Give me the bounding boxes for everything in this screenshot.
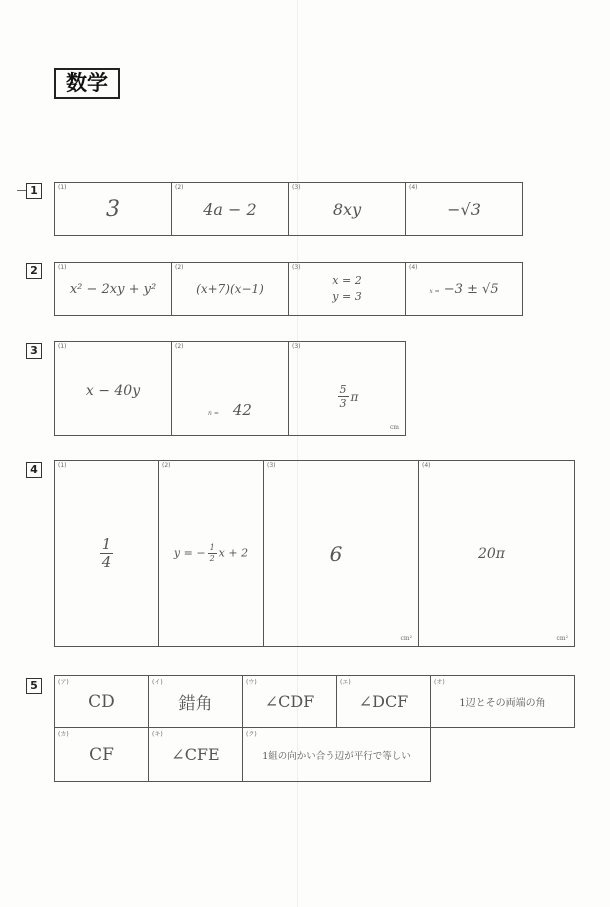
answer-label: (ク) <box>246 731 257 738</box>
answer-box-3-3 <box>288 341 406 436</box>
fraction <box>208 544 217 563</box>
answer-text: ∠CDF <box>264 692 315 711</box>
answer-system <box>332 273 361 305</box>
answer-text: 20π <box>477 545 505 562</box>
answer-prefix: n = <box>208 410 219 417</box>
margin-tick-mark <box>17 190 26 191</box>
fraction-denominator: 3 <box>339 397 347 410</box>
answer-box-4-2 <box>158 460 264 647</box>
answer-text: 錯角 <box>178 694 213 714</box>
answer-box-4-3 <box>263 460 419 647</box>
answer-label: (カ) <box>58 731 69 738</box>
question-number-3: 3 <box>26 343 42 359</box>
unit-label: cm² <box>556 635 568 642</box>
answer-suffix: x + 2 <box>218 546 249 560</box>
answer-box-5-a <box>54 675 149 728</box>
answer-x: x = 2 <box>332 274 362 287</box>
answer-text: CF <box>89 744 114 765</box>
answer-box-2-1 <box>54 262 172 316</box>
fraction <box>338 384 349 409</box>
answer-text: (x+7)(x−1) <box>196 282 264 296</box>
answer-label: (1) <box>58 264 67 271</box>
answer-label: (キ) <box>152 731 163 738</box>
answer-label: (3) <box>267 462 276 469</box>
answer-label: (1) <box>58 343 67 350</box>
answer-text: ∠DCF <box>358 692 409 711</box>
answer-box-1-1 <box>54 182 172 236</box>
answer-box-3-2 <box>171 341 289 436</box>
answer-box-2-3 <box>288 262 406 316</box>
answer-text: x² − 2xy + y² <box>69 281 157 297</box>
answer-box-5-ku <box>242 727 431 782</box>
answer-label: (ア) <box>58 679 69 686</box>
answer-box-2-2 <box>171 262 289 316</box>
answer-box-5-ka <box>54 727 149 782</box>
unit-label: cm <box>389 424 399 431</box>
answer-label: (ウ) <box>246 679 257 686</box>
question-number-4: 4 <box>26 462 42 478</box>
answer-label: (オ) <box>434 679 445 686</box>
answer-text: x − 40y <box>85 382 141 399</box>
answer-label: (1) <box>58 184 67 191</box>
answer-text: 42 <box>232 401 252 419</box>
answer-label: (3) <box>292 343 301 350</box>
answer-box-5-u <box>242 675 337 728</box>
answer-box-2-4 <box>405 262 523 316</box>
answer-box-4-1 <box>54 460 159 647</box>
answer-label: (4) <box>409 264 418 271</box>
question-number-1: 1 <box>26 183 42 199</box>
answer-text: −3 ± √5 <box>443 281 499 297</box>
answer-box-4-4 <box>418 460 575 647</box>
answer-text: CD <box>88 691 115 712</box>
answer-text: ∠CFE <box>171 745 220 764</box>
unit-label: cm² <box>400 635 412 642</box>
answer-label: (エ) <box>340 679 351 686</box>
answer-label: (2) <box>175 184 184 191</box>
answer-label: (3) <box>292 184 301 191</box>
answer-box-1-4 <box>405 182 523 236</box>
answer-box-5-i <box>148 675 243 728</box>
answer-text: 6 <box>329 541 343 566</box>
fraction-denominator: 4 <box>101 553 112 571</box>
answer-label: (イ) <box>152 679 163 686</box>
answer-box-5-o <box>430 675 575 728</box>
answer-label: (1) <box>58 462 67 469</box>
answer-label: (4) <box>409 184 418 191</box>
answer-box-5-e <box>336 675 431 728</box>
answer-box-1-3 <box>288 182 406 236</box>
answer-text: 1辺とその両端の角 <box>459 698 546 709</box>
answer-label: (2) <box>175 343 184 350</box>
question-number-2: 2 <box>26 263 42 279</box>
fraction-numerator: 1 <box>101 535 112 553</box>
question-number-5: 5 <box>26 678 42 694</box>
answer-text: −√3 <box>447 199 481 219</box>
answer-box-1-2 <box>171 182 289 236</box>
answer-y: y = 3 <box>332 290 362 303</box>
fraction <box>100 537 114 570</box>
answer-label: (4) <box>422 462 431 469</box>
fraction-numerator: 5 <box>339 383 347 396</box>
answer-label: (3) <box>292 264 301 271</box>
answer-box-5-ki <box>148 727 243 782</box>
answer-label: (2) <box>175 264 184 271</box>
pi-symbol: π <box>350 390 359 404</box>
answer-box-3-1 <box>54 341 172 436</box>
answer-text: 3 <box>106 196 120 222</box>
answer-text: 1組の向かい合う辺が平行で等しい <box>262 750 411 762</box>
answer-text: 8xy <box>332 199 362 219</box>
fraction-numerator: 1 <box>209 543 215 552</box>
answer-text: 4a − 2 <box>203 199 257 219</box>
answer-prefix: x = <box>429 287 440 295</box>
fraction-denominator: 2 <box>209 554 215 563</box>
answer-prefix: y = − <box>173 546 206 560</box>
page-title: 数学 <box>54 68 120 99</box>
answer-label: (2) <box>162 462 171 469</box>
